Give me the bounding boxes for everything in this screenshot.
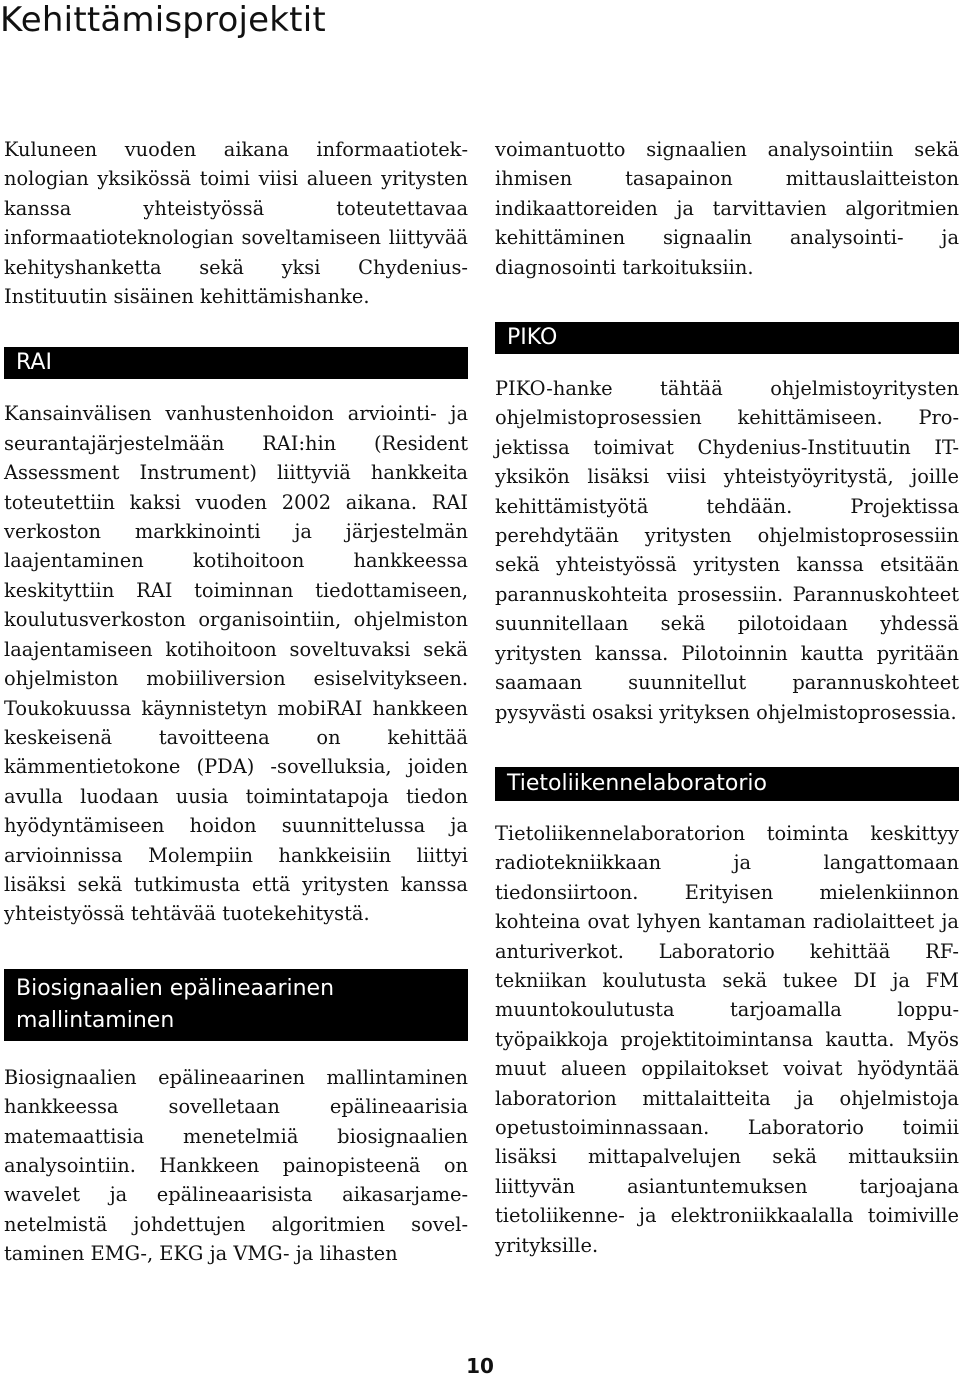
page-number: 10: [466, 1354, 494, 1378]
intro-paragraph: Kuluneen vuoden aikana informaatioteknologian yksikössä toimi viisi alueen yritysten kanssa yhteistyössä toteutettavaa informaatioteknologian soveltamiseen liittyvää kehityshanketta sekä yksi Chydenius-Instituutin sisäinen kehittämishanke.: [4, 138, 468, 309]
tietoliikennelaboratorio-paragraph: Tietoliikennelaboratorion toiminta keskittyy radiotekniikkaan ja langattomaan tiedonsiirtoon. Erityisen mielenkiinnon kohteina ovat lyhyen kantaman radiolaitteet ja anturiverkot. Laboratorio kehittää RF-tekniikan koulutusta sekä tukee DI ja FM muuntokoulutusta tarjoamalla lopputyöpaikkoja projektitoimintansa kautta. Myös muut alueen oppilaitokset voivat hyödyntää laboratorion mittalaitteita ja ohjelmistoja opetustoiminnassaan. Laboratorio toimii lisäksi mittapalvelujen sekä mittauksiin liittyvän asiantuntemuksen tarjoajana tietoliikenne- ja elektroniikkaalalla toimiville yrityksille.: [495, 821, 959, 1257]
section-heading-rai: RAI: [4, 347, 468, 379]
biosignaalien-continued-paragraph: voimantuotto signaalien analysointiin sekä ihmisen tasapainon mittauslaitteiston indikaattoreiden ja tarvittavien algoritmien kehittäminen signaalin analysointi- ja diagnosointi tarkoituksiin.: [495, 138, 959, 279]
right-column: [495, 135, 959, 1260]
left-column: [4, 135, 468, 1269]
rai-paragraph: Kansainvälisen vanhustenhoidon arviointi- ja seurantajärjestelmään RAI:hin (Resident Assessment Instrument) liittyviä hankkeita toteutettiin kaksi vuoden 2002 aikana. RAI verkoston markkinointi ja järjestelmän laajentaminen kotihoitoon hankkeessa keskityttiin RAI toiminnan tiedottamiseen, koulutusverkoston organisointiin, ohjelmiston laajentamiseen kotihoitoon soveltuvaksi sekä ohjelmiston mobiiliversion esiselvitykseen. Toukokuussa käynnistetyn mobiRAI hankkeen keskeisenä tavoitteena on kehittää kämmentietokone (PDA) -sovelluksia, joiden avulla luodaan uusia toimintatapoja tiedon hyödyntämiseen hoidon suunnittelussa ja arvioinnissa Molempiin hankkeisiin liittyi lisäksi sekä tutkimusta että yritysten kanssa yhteistyössä tehtävää tuotekehitystä.: [4, 402, 468, 926]
section-heading-tietoliikennelaboratorio: Tietoliikennelaboratorio: [495, 767, 959, 801]
page-title: Kehittämisprojektit: [0, 0, 326, 40]
section-heading-biosignaalien: Biosignaalien epälineaarinen mallintaminen: [4, 969, 468, 1041]
biosignaalien-paragraph: Biosignaalien epälineaarinen mallintaminen hankkeessa sovelletaan epälineaarisia matemaattisia menetelmiä biosignaalien analysointiin. Hankkeen painopisteenä on wavelet ja epälineaarisista aikasarjamenetelmistä johdettujen algoritmien soveltaminen EMG-, EKG ja VMG- ja lihasten: [4, 1065, 468, 1266]
piko-paragraph: PIKO-hanke tähtää ohjelmistoyritysten ohjelmistoprosessien kehittämiseen. Projektissa toimivat Chydenius-Instituutin IT-yksikön lisäksi viisi yhteistyöyritystä, joille kehittämistyötä tehdään. Projektissa perehdytään yritysten ohjelmistoprosessiin sekä yhteistyössä yritysten kanssa etsitään parannuskohteita prosessiin. Parannuskohteet suunnitellaan sekä pilotoidaan yhdessä yritysten kanssa. Pilotoinnin kautta pyritään saamaan suunnitellut parannuskohteet pysyvästi osaksi yrityksen ohjelmistoprosessia.: [495, 377, 959, 724]
section-heading-piko: PIKO: [495, 322, 959, 354]
